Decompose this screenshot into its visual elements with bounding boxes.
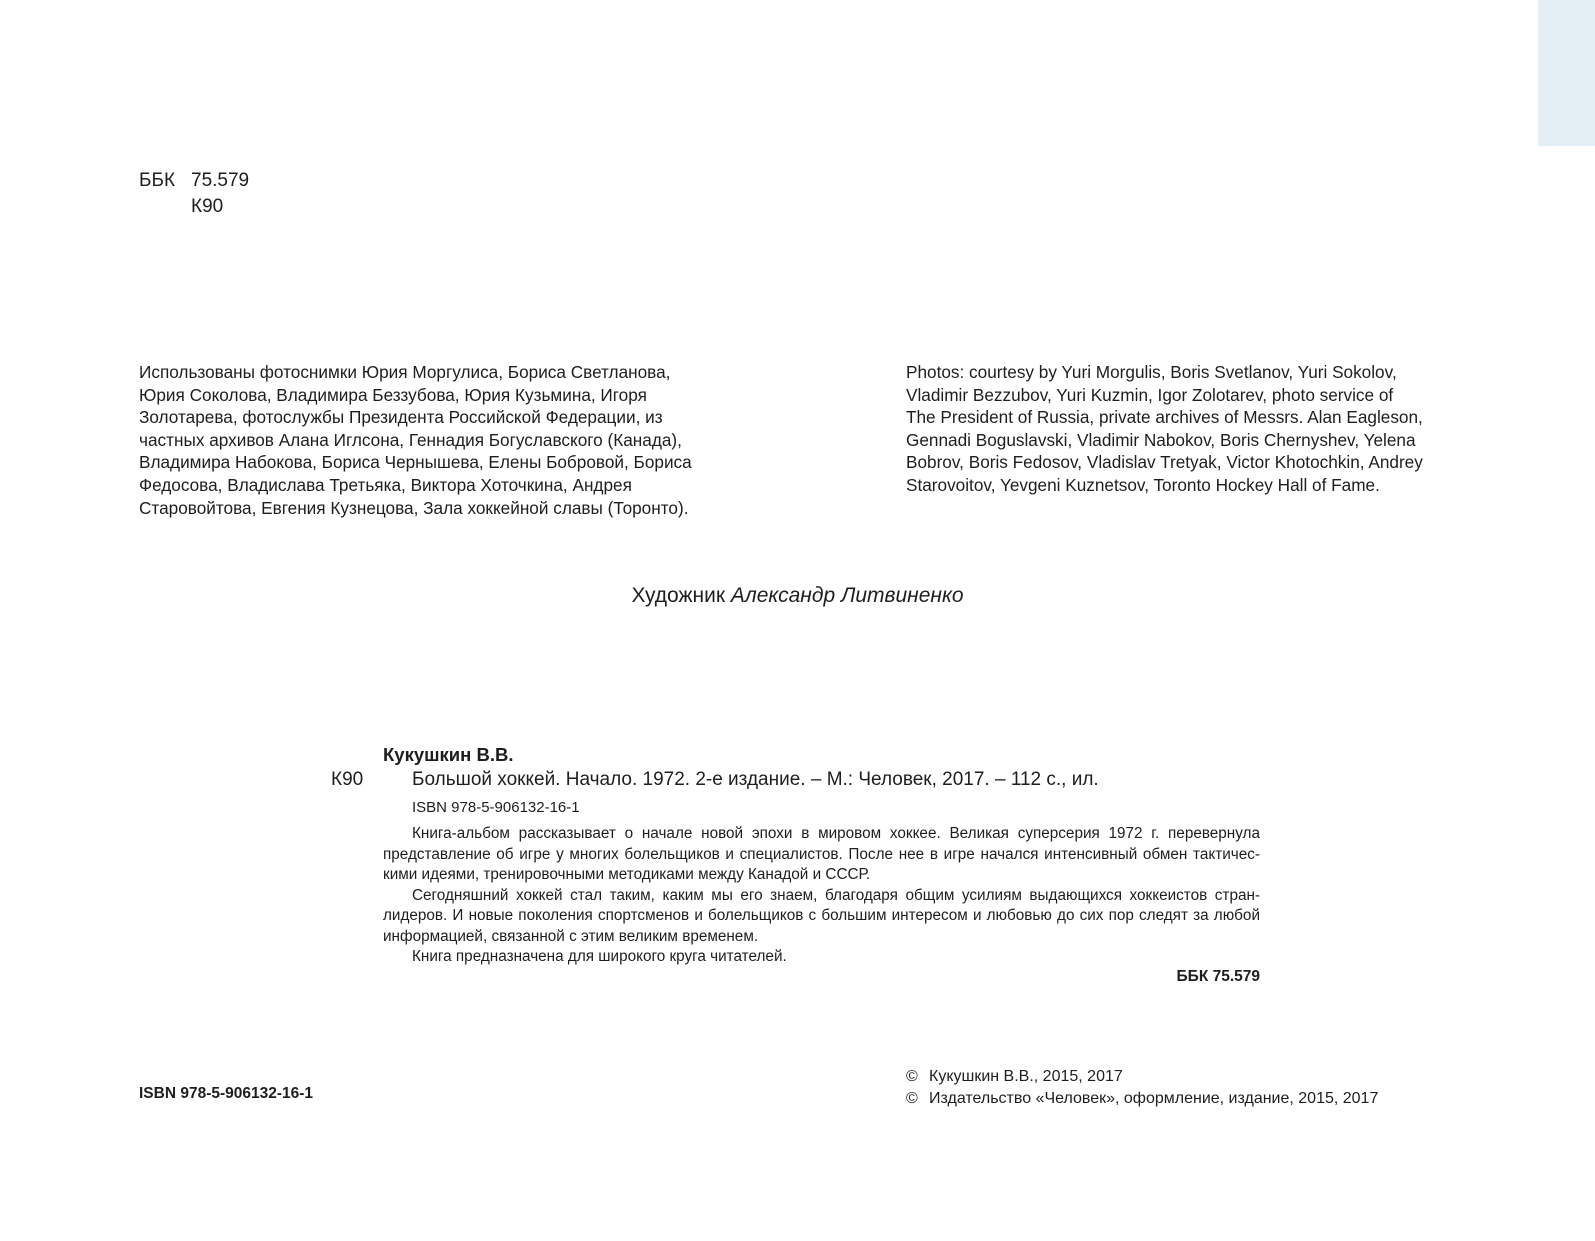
annotation-line: представление об игре у многих болельщиков и специалистов. После нее в игре начался интенсивный обмен тактичес- <box>383 845 1260 863</box>
photo-credits-english <box>906 361 1446 497</box>
artist-role: Художник <box>631 584 731 607</box>
copyright-text: Кукушкин В.В., 2015, 2017 <box>929 1068 1123 1085</box>
card-isbn: ISBN 978-5-906132-16-1 <box>412 799 580 816</box>
isbn: ISBN 978-5-906132-16-1 <box>139 1085 314 1102</box>
bbk-label: ББК <box>139 170 176 191</box>
credit-line: The President of Russia, private archives of Messrs. Alan Eagleson, <box>906 407 1423 428</box>
artist-credit <box>0 582 1595 610</box>
copyright-text: Издательство «Человек», оформление, издание, 2015, 2017 <box>929 1090 1379 1107</box>
annotation-line: Сегодняшний хоккей стал таким, каким мы его знаем, благодаря общим усилиям выдающихся хоккеистов стран- <box>412 886 1260 904</box>
annotation-line: Книга-альбом рассказывает о начале новой эпохи в мировом хоккее. Великая суперсерия 1972 г. перевернула <box>412 825 1260 842</box>
credit-line: Starovoitov, Yevgeni Kuznetsov, Toronto Hockey Hall of Fame. <box>906 474 1380 495</box>
annotation-line: кими идеями, тренировочными методиками между Канадой и СССР. <box>383 866 871 883</box>
annotation-line: Книга предназначена для широкого круга читателей. <box>412 948 787 965</box>
bbk-code: 75.579 <box>191 170 250 191</box>
credit-line: Золотарева, фотослужбы Президента Российской Федерации, из <box>139 407 663 428</box>
credit-line: Photos: courtesy by Yuri Morgulis, Boris Svetlanov, Yuri Sokolov, <box>906 362 1397 382</box>
credit-line: Gennadi Boguslavski, Vladimir Nabokov, Boris Chernyshev, Yelena <box>906 429 1416 450</box>
copyright-block <box>906 1066 1378 1110</box>
artist-name: Александр Литвиненко <box>730 584 964 607</box>
photo-credits-russian <box>139 361 699 519</box>
annotation-line: лидеров. И новые поколения спортсменов и болельщиков с большим интересом и любовью до сих пор следят за любой <box>383 907 1260 924</box>
copyright-line <box>906 1088 1378 1110</box>
annotation-line: информацией, связанной с этим великим временем. <box>383 927 759 945</box>
card-author-mark: К90 <box>331 769 364 790</box>
card-author: Кукушкин В.В. <box>383 744 514 765</box>
copyright-symbol: © <box>906 1068 918 1085</box>
credit-line: Bobrov, Boris Fedosov, Vladislav Tretyak, Victor Khotochkin, Andrey <box>906 452 1423 473</box>
credit-line: Федосова, Владислава Третьяка, Виктора Хоточкина, Андрея <box>139 474 632 495</box>
page-edge-strip <box>1538 0 1595 146</box>
card-bbk: ББК 75.579 <box>1176 968 1260 985</box>
copyright-symbol: © <box>906 1090 918 1107</box>
credit-line: Юрия Соколова, Владимира Беззубова, Юрия Кузьмина, Игоря <box>139 384 647 405</box>
credit-line: Vladimir Bezzubov, Yuri Kuzmin, Igor Zolotarev, photo service of <box>906 384 1394 405</box>
author-mark: К90 <box>191 196 224 217</box>
card-title: Большой хоккей. Начало. 1972. 2-е издание. – М.: Человек, 2017. – 112 с., ил. <box>412 769 1099 790</box>
card-annotation <box>383 824 1260 968</box>
credit-line: Старовойтова, Евгения Кузнецова, Зала хоккейной славы (Торонто). <box>139 497 689 518</box>
copyright-line <box>906 1066 1378 1088</box>
credit-line: Использованы фотоснимки Юрия Моргулиса, Бориса Светланова, <box>139 362 671 382</box>
credit-line: частных архивов Алана Иглсона, Геннадия Богуславского (Канада), <box>139 429 682 450</box>
credit-line: Владимира Набокова, Бориса Чернышева, Елены Бобровой, Бориса <box>139 452 692 473</box>
